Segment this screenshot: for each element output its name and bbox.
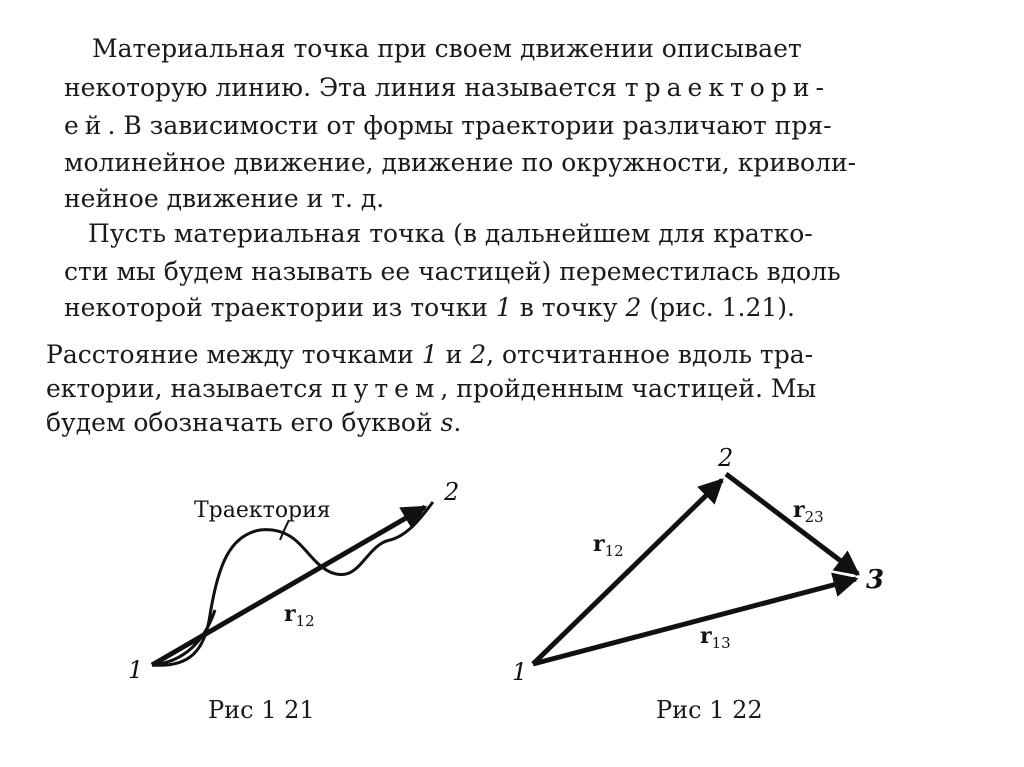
trajectory-label-leader	[280, 520, 289, 540]
trajectory-label: Траектория	[194, 498, 331, 523]
paragraph-1-line-5: нейное движение и т. д.	[64, 184, 385, 213]
paragraph-1-line-4: молинейное движение, движение по окружности, криволи-	[64, 148, 857, 177]
fig21-vector-r12-label: $r_{12}$	[284, 601, 315, 630]
vector-r23	[726, 474, 858, 574]
fig21-point-2-label: 2	[444, 478, 460, 506]
vector-r12-arrow	[152, 507, 425, 665]
paragraph-2-line-2: сти мы будем называть ее частицей) переместилась вдоль	[64, 257, 841, 286]
fig21-point-1-label: 1	[128, 656, 144, 684]
paragraph-2-line-1: Пусть материальная точка (в дальнейшем для кратко-	[88, 219, 813, 248]
figure-1-21	[128, 478, 459, 684]
term-trajectory: траектори-	[624, 73, 830, 102]
vector-r12	[533, 480, 722, 664]
fig21-caption: Рис 1 21	[208, 696, 315, 724]
fig22-vector-r23-label: $r_{23}$	[793, 497, 824, 526]
fig22-vector-r13-label: $r_{13}$	[700, 623, 731, 652]
fig22-caption: Рис 1 22	[656, 696, 763, 724]
paragraph-3-line-3: будем обозначать его буквой s.	[46, 408, 462, 437]
fig22-point-3-label: 3	[866, 565, 885, 595]
term-path: путем	[330, 374, 441, 403]
fig22-point-1-label: 1	[512, 658, 528, 686]
fig22-point-2-label: 2	[718, 444, 734, 472]
paragraph-2-line-3: некоторой траектории из точки 1 в точку 2 (рис. 1.21).	[64, 293, 796, 322]
fig22-vector-r12-label: $r_{12}$	[593, 531, 624, 560]
paragraph-3-line-2: ектории, называется путем, пройденным частицей. Мы	[46, 374, 817, 403]
figure-1-22	[512, 444, 884, 686]
paragraph-1-line-2: некоторую линию. Эта линия называется траектори-	[64, 73, 830, 102]
paragraph-1-line-3: ей. В зависимости от формы траектории различают пря-	[64, 111, 832, 140]
vector-r13	[533, 579, 856, 664]
paragraph-1-line-1: Материальная точка при своем движении описывает	[92, 34, 802, 63]
paragraph-3-line-1: Расстояние между точками 1 и 2, отсчитанное вдоль тра-	[46, 340, 814, 369]
